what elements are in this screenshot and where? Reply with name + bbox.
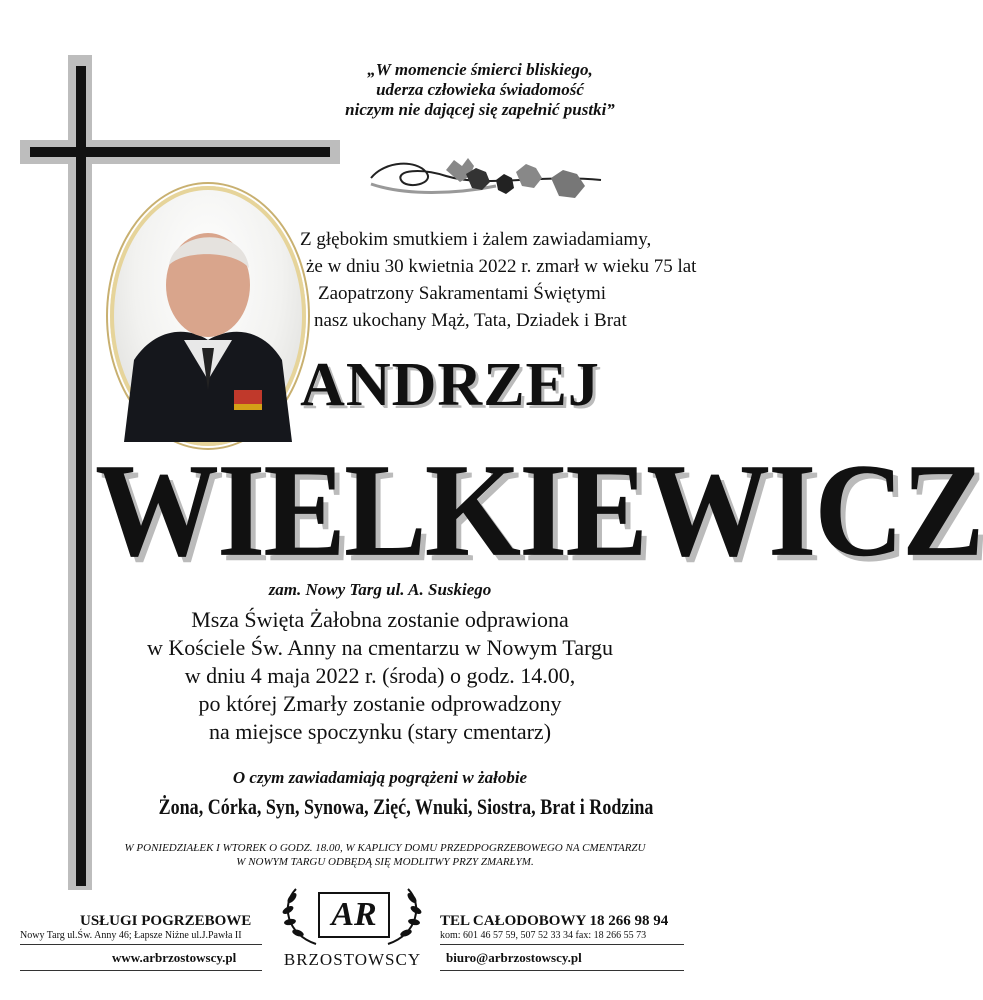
- deceased-last-name: WIELKIEWICZ: [95, 436, 983, 585]
- quote-line: „W momencie śmierci bliskiego,: [367, 60, 593, 79]
- intro-line: Z głębokim smutkiem i żalem zawiadamiamy,: [300, 229, 652, 250]
- email-link[interactable]: biuro@arbrzostowscy.pl: [446, 950, 582, 965]
- quote-line: niczym nie dającej się zapełnić pustki”: [345, 100, 615, 119]
- prayer-line: W PONIEDZIAŁEK I WTOREK O GODZ. 18.00, W KAPLICY DOMU PRZEDPOGRZEBOWEGO NA CMENTARZU: [124, 842, 646, 854]
- deceased-first-name: ANDRZEJ: [300, 351, 600, 419]
- mourners-intro: O czym zawiadamiają pogrążeni w żałobie: [232, 768, 528, 787]
- mass-line: po której Zmarły zostanie odprowadzony: [198, 691, 562, 716]
- mourners-list: Żona, Córka, Syn, Synowa, Zięć, Wnuki, Siostra, Brat i Rodzina: [158, 794, 654, 819]
- company-name: BRZOSTOWSCY: [283, 950, 422, 969]
- phone-number: TEL CAŁODOBOWY 18 266 98 94: [440, 913, 669, 929]
- cross-vertical: [76, 66, 86, 886]
- footer-rule-right-bottom: [440, 970, 684, 971]
- mass-line: w Kościele Św. Anny na cmentarzu w Nowym Targu: [146, 635, 614, 660]
- footer-rule-left-top: [20, 944, 262, 945]
- funeral-services-title: USŁUGI POGRZEBOWE: [80, 913, 252, 929]
- portrait-figure: [114, 190, 302, 442]
- website-link[interactable]: www.arbrzostowscy.pl: [112, 950, 237, 965]
- footer-rule-left-bottom: [20, 970, 262, 971]
- footer-rule-right-top: [440, 944, 684, 945]
- mass-line: Msza Święta Żałobna zostanie odprawiona: [191, 607, 569, 632]
- funeral-services-address: Nowy Targ ul.Św. Anny 46; Łapsze Niżne ul.J.Pawła II: [20, 930, 242, 941]
- company-logo: AR: [318, 892, 390, 938]
- quote: [300, 60, 660, 120]
- prayer-notice: [90, 841, 680, 869]
- portrait-photo: [110, 186, 306, 446]
- mass-line: na miejsce spoczynku (stary cmentarz): [208, 719, 552, 744]
- vine-leaf-ornament: [366, 150, 606, 210]
- intro-line: nasz ukochany Mąż, Tata, Dziadek i Brat: [314, 310, 627, 331]
- quote-line: uderza człowieka świadomość: [376, 80, 584, 99]
- mobile-fax-numbers: kom: 601 46 57 59, 507 52 33 34 fax: 18 266 55 73: [440, 930, 647, 941]
- cross-horizontal: [30, 147, 330, 157]
- intro-line: że w dniu 30 kwietnia 2022 r. zmarł w wieku 75 lat: [306, 256, 697, 277]
- mass-line: w dniu 4 maja 2022 r. (środa) o godz. 14.00,: [184, 663, 576, 688]
- funeral-mass-info: [100, 606, 660, 746]
- prayer-line: W NOWYM TARGU ODBĘDĄ SIĘ MODLITWY PRZY ZMARŁYM.: [236, 856, 534, 868]
- intro-line: Zaopatrzony Sakramentami Świętymi: [318, 283, 607, 304]
- announcement-intro: [292, 226, 697, 334]
- deceased-address: zam. Nowy Targ ul. A. Suskiego: [268, 580, 492, 599]
